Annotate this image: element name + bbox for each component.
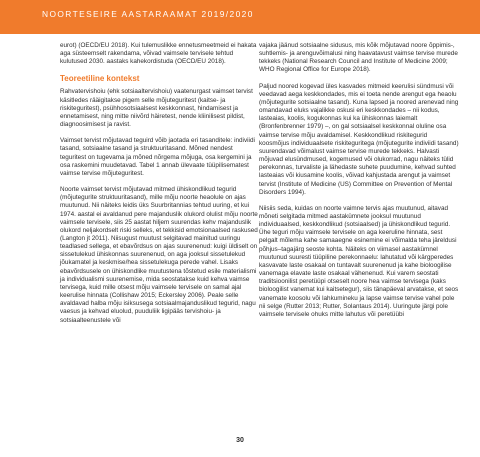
- page-number: 30: [236, 437, 244, 444]
- section-heading: Teoreetiline kontekst: [60, 74, 140, 84]
- running-title: NOORTESEIRE AASTARAAMAT 2019/2020: [42, 9, 254, 19]
- body-paragraph: Noorte vaimset tervist mõjutavad mitmed ühiskondlikud tegurid (mõjutegurite struktuuritasand), mille mõju noorte heaolule on ajas muutunud. Nii näiteks leidis üks Suurbritannias tehtud uuring, et kui 1974. aastal ei avaldanud pere majanduslik olukord olulist mõju noorte vaimsele tervisele, siis 25 aastat hiljem suurendas kehv majanduslik olukord neljakordselt riski selleks, et tekkisid emotsionaalsed raskused (Langton jt 2011). Niisugust muutust selgitavad mainitud uuringu teadlased sellega, et ebavõrdsus on ajas suurenenud: kuigi üldiselt on sissetulekud ühiskonnas suurenenud, on aga jooksul sissetulekud jõukamatel ja keskmise/hea sissetulekuga perede vahel. Lisaks ebavõrdsusele on ühiskondlike muutustena tõstetud esile materialismi ja individualismi suurenemise, mida seostatakse kuid kehva vaimse tervisega, kuid mille otsest mõju vaimsele tervisele on samal ajal keerulise hinnata (Collishaw 2015; Eckersley 2006). Peale selle avaldavad halba mõju isiksusega sotsiaalmajanduslikud tegurid, nagu vaesus ja kehvad eluolud, puuduliik ligipääs tervishoiu- ja sotsiaalteenustele või: [60, 186, 258, 324]
- left-column: [60, 42, 260, 333]
- body-paragraph: vajaka jäänud sotsiaalne sidusus, mis kõik mõjutavad noore õppimis-, suhtlemis- ja arenguvõimalusi ning haavatavust vaimse tervise murede tekkeks (National Research Council and Institute of Medicine 2009; WHO Regional Office for Europe 2018).: [259, 42, 458, 74]
- page-header: [0, 0, 480, 34]
- right-column: [259, 42, 459, 327]
- body-paragraph: Vaimset tervist mõjutavad teguird võib jaotada eri tasanditele: indiviidi tasand, sotsiaalne tasand ja struktuuritasand. Mõned nendest teguritest on tugevama ja mõned nõrgema mõjuga, osa kergemini ja osa raskemini muudetavad. Tabel 1 annab ülevaate tüüpilisematest vaimse tervise mõjuteguritest.: [60, 137, 255, 177]
- body-paragraph: Rahvatervishoiu (ehk sotsiaaltervishoiu) vaatenurgast vaimset tervist käsitledes rääigitakse pigem selle mõjuteguritest (kaitse- ja riskiteguritest), psühhosotsiaalsest keskkonnast, hindamisest ja ennetamisest, ning mitte niivõrd häiretest, nende kliinilisest pildist, diagnoosimisest ja ravist.: [60, 88, 253, 129]
- body-paragraph: Paljud noored kogevad üles kasvades mitmeid keerulisi sündmusi või veedavad aega keskkondades, mis ei toeta nende arengut ega heaolu (mõjutegurite sotsiaalne tasand). Kuna lapsed ja noored arenevad ning omandavad eluks vajalikke oskusi eri keskkondades – nii kodus, lasteaias, koolis, kogukonnas kui ka ühiskonnas laiemalt (Bronfenbrenner 1979) –, on gal sotsiaalsel keskkonnal oluline osa vaimse tervise mõju avaldamisel. Keskkondlikud riskitegurid koosmõjus individuaalsete riskiteguritega (mõjutegurite indiviidi tasand) suurendavad võimalust vaimse tervise murede tekkeks. Halvasti mõjuvad elusündmused, kogemused või olukorrad, nagu näiteks tülid perekonnas, turvaliste ja lähedaste suhete puudumine, kehvad suhted lasteaias või kiusamine koolis, võivad kahjustada arengut ja vaimset tervist (Institute of Medicine (US) Committee on Prevention of Mental Disorders 1994).: [259, 82, 459, 196]
- body-paragraph: Niisiis seda, kuidas on noorte vaimne tervis ajas muutunud, aitavad mõneti selgitada mitmed aastakümnete jooksul muutunud individuaalsed, keskkondlikud (sotsiaalsed) ja ühiskondlikud tegurid. Ühe teguri mõju vaimsele tervisele on aga keeruline hinnata, sest pelgalt mõlema kahe samaaegne esinemine ei võimalda teha järeldusi põhjus–tagajärg seoste kohta. Näiteks on viimasel aastakümnel muutunud suuresti tüüpiline perekonnaelu: lahutatud või kärgperedes kasvavate laste osakaal on tuntavalt suurenenud ja kahe bioloogilise vanemaga elavate laste osakaal vähenenud. Kui varem seostati traditsioonilist peretüüpi otseselt noore hea vaimse tervisega (kaks bioloogilist vanemat kui kaitsetegur), siis tänapäeval arvatakse, et seos vanemate koosolu või lahkumineku ja lapse vaimse tervise vahel pole nii selge (Rutter 2013; Rutter, Solantaus 2014). Uuringute järgi pole vaimsele tervisele ohuks mitte lahutus või peretüübi: [259, 204, 459, 318]
- intro-paragraph: eurot) (OECD/EU 2018). Kui tulemuslikke ennetusmeetmeid ei hakata aga süsteemselt rakendama, võivad vaimsele tervisele tehtud kulutused 2030. aastaks kahekordistuda (OECD/EU 2018).: [60, 42, 257, 66]
